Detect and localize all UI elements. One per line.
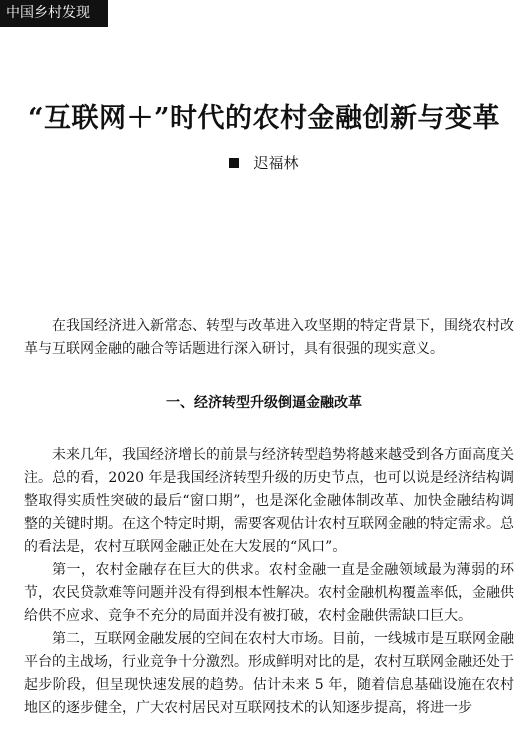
section-tag: 中国乡村发现 bbox=[0, 0, 108, 27]
body-paragraph: 未来几年，我国经济增长的前景与经济转型趋势将越来越受到各方面高度关注。总的看，2020 年是我国经济转型升级的历史节点，也可以说是经济结构调整取得实质性突破的最后“窗口期”，也是深化金融体制改革、加快金融结构调整的关键时期。在这个特定时期，需要客观估计农村互联网金融的特定需求。总的看法是，农村互联网金融正处在大发展的“风口”。 bbox=[24, 447, 514, 555]
author-name: 迟福林 bbox=[253, 154, 299, 172]
article-title: “互联网＋”时代的农村金融创新与变革 bbox=[27, 103, 501, 134]
byline bbox=[0, 152, 528, 173]
intro-paragraph: 在我国经济进入新常态、转型与改革进入攻坚期的特定背景下，围绕农村改革与互联网金融的融合等话题进行深入研讨，具有很强的现实意义。 bbox=[24, 318, 514, 357]
body-paragraph: 第一，农村金融存在巨大的供求。农村金融一直是金融领域最为薄弱的环节，农民贷款难等问题并没有得到根本性解决。农村金融机构覆盖率低，金融供给供不应求、竞争不充分的局面并没有被打破，农村金融供需缺口巨大。 bbox=[24, 562, 514, 624]
square-bullet-icon bbox=[229, 158, 239, 168]
intro-block bbox=[24, 315, 514, 361]
section-heading: 一、经济转型升级倒逼金融改革 bbox=[166, 395, 362, 411]
body-text bbox=[24, 444, 514, 720]
body-paragraph: 第二，互联网金融发展的空间在农村大市场。目前，一线城市是互联网金融平台的主战场，行业竞争十分激烈。形成鲜明对比的是，农村互联网金融还处于起步阶段，但呈现快速发展的趋势。估计未来 5 年，随着信息基础设施在农村地区的逐步健全，广大农村居民对互联网技术的认知逐步提高，将进一步 bbox=[24, 631, 514, 716]
